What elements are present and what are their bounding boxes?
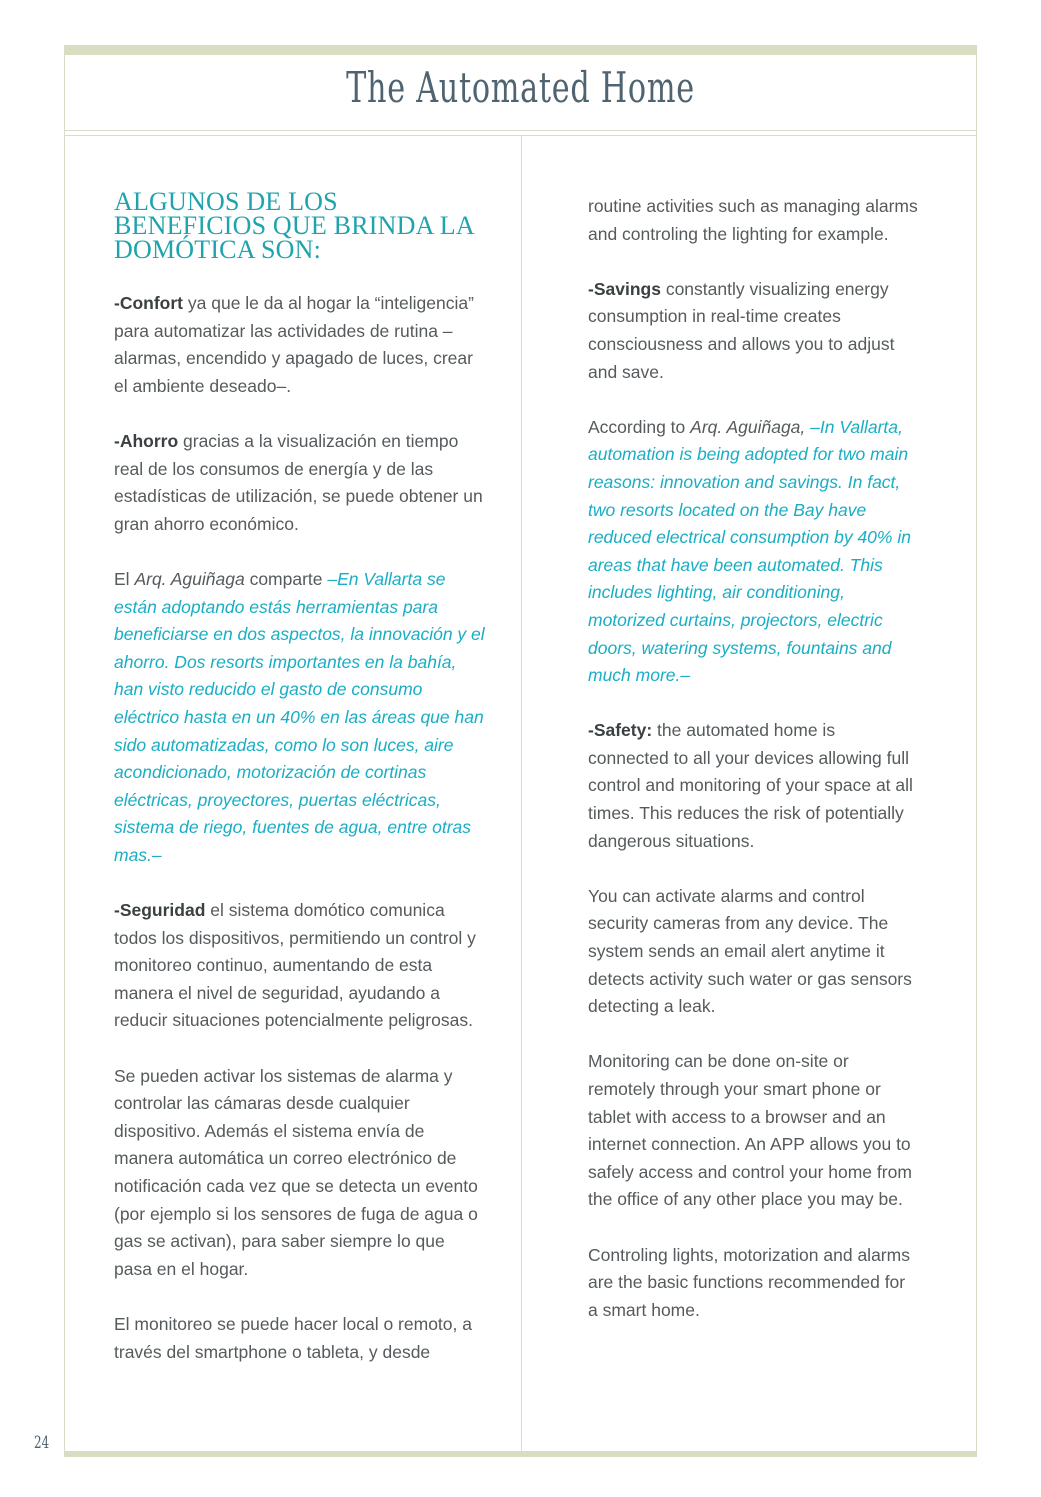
right-column — [588, 193, 918, 1352]
ahorro-label: -Ahorro — [114, 430, 179, 451]
quote-author-en: Arq. Aguiñaga, — [690, 416, 806, 437]
quote-prefix: El — [114, 568, 135, 589]
title-divider — [65, 130, 976, 131]
left-column — [114, 187, 486, 1394]
paragraph-monitoring: Monitoring can be done on-site or remotely through your smart phone or tablet with access to a browser and an internet connection. An APP allows you to safely access and control your home from the office of any other place you may be. — [588, 1051, 912, 1210]
confort-text: ya que le da al hogar la “inteligencia” para automatizar las actividades de rutina –alarmas, encendido y apagado de luces, crear el ambiente deseado–. — [114, 293, 474, 396]
seguridad-text: el sistema domótico comunica todos los dispositivos, permitiendo un control y monitoreo continuo, aumentando de esta manera el nivel de seguridad, ayudando a reducir situaciones potencialmente peligrosas. — [114, 900, 476, 1031]
paragraph-alarmas: Se pueden activar los sistemas de alarma y controlar las cámaras desde cualquier dispositivo. Además el sistema envía de manera automática un correo electrónico de notificación cada vez que se detecta un evento (por ejemplo si los sensores de fuga de agua o gas se activan), para saber siempre lo que pasa en el hogar. — [114, 1065, 478, 1279]
paragraph-confort — [114, 290, 486, 400]
paragraph-safety — [588, 717, 918, 855]
section-heading: ALGUNOS DE LOS BENEFICIOS QUE BRINDA LA DOMÓTICA SON: — [114, 187, 474, 264]
savings-text: constantly visualizing energy consumption in real-time creates consciousness and allows you to adjust and save. — [588, 278, 895, 382]
safety-label: -Safety: — [588, 720, 653, 741]
paragraph-quote — [114, 566, 486, 870]
page-number: 24 — [34, 1433, 50, 1453]
quote-verb: comparte — [244, 568, 328, 589]
paragraph-seguridad — [114, 897, 486, 1035]
paragraph-monitoreo: El monitoreo se puede hacer local o remoto, a través del smartphone o tableta, y desde — [114, 1313, 472, 1362]
quote-author: Arq. Aguiñaga — [134, 568, 245, 589]
bottom-band — [65, 1451, 976, 1457]
paragraph-continuation: routine activities such as managing alarms and controling the lighting for example. — [588, 196, 918, 244]
column-divider — [521, 136, 522, 1451]
seguridad-label: -Seguridad — [114, 900, 206, 921]
paragraph-quote-en — [588, 414, 918, 690]
page-title: The Automated Home — [346, 63, 695, 112]
paragraph-alarms: You can activate alarms and control security cameras from any device. The system sends an email alert anytime it detects activity such water or gas sensors detecting a leak. — [588, 885, 912, 1017]
quote-prefix-en: According to — [588, 416, 691, 437]
quote-text-en: –In Vallarta, automation is being adopted for two main reasons: innovation and savings. In fact, two resorts located on the Bay have reduced electrical consumption by 40% in areas that have been automated. This includes lighting, air conditioning, motorized curtains, projectors, electric doors, watering systems, fountains and much more.– — [588, 416, 911, 686]
top-band — [65, 45, 976, 55]
confort-label: -Confort — [114, 293, 184, 313]
savings-label: -Savings — [588, 278, 661, 299]
paragraph-basics: Controling lights, motorization and alarms are the basic functions recommended for a smart home. — [588, 1244, 910, 1320]
safety-text: the automated home is connected to all your devices allowing full control and monitoring of your space at all times. This reduces the risk of potentially dangerous situations. — [588, 720, 913, 851]
ahorro-text: gracias a la visualización en tiempo real de los consumos de energía y de las estadísticas de utilización, se puede obtener un gran ahorro económico. — [114, 430, 483, 534]
paragraph-savings — [588, 276, 918, 386]
paragraph-ahorro — [114, 428, 486, 538]
quote-text: –En Vallarta se están adoptando estás herramientas para beneficiarse en dos aspectos, la innovación y el ahorro. Dos resorts importantes en la bahía, han visto reducido el gasto de consumo eléctrico hasta en un 40% en las áreas que han sido automatizadas, como lo son luces, aire acondicionado, motorización de cortinas eléctricas, proyectores, puertas eléctricas, sistema de riego, fuentes de agua, entre otras mas.– — [114, 568, 485, 865]
